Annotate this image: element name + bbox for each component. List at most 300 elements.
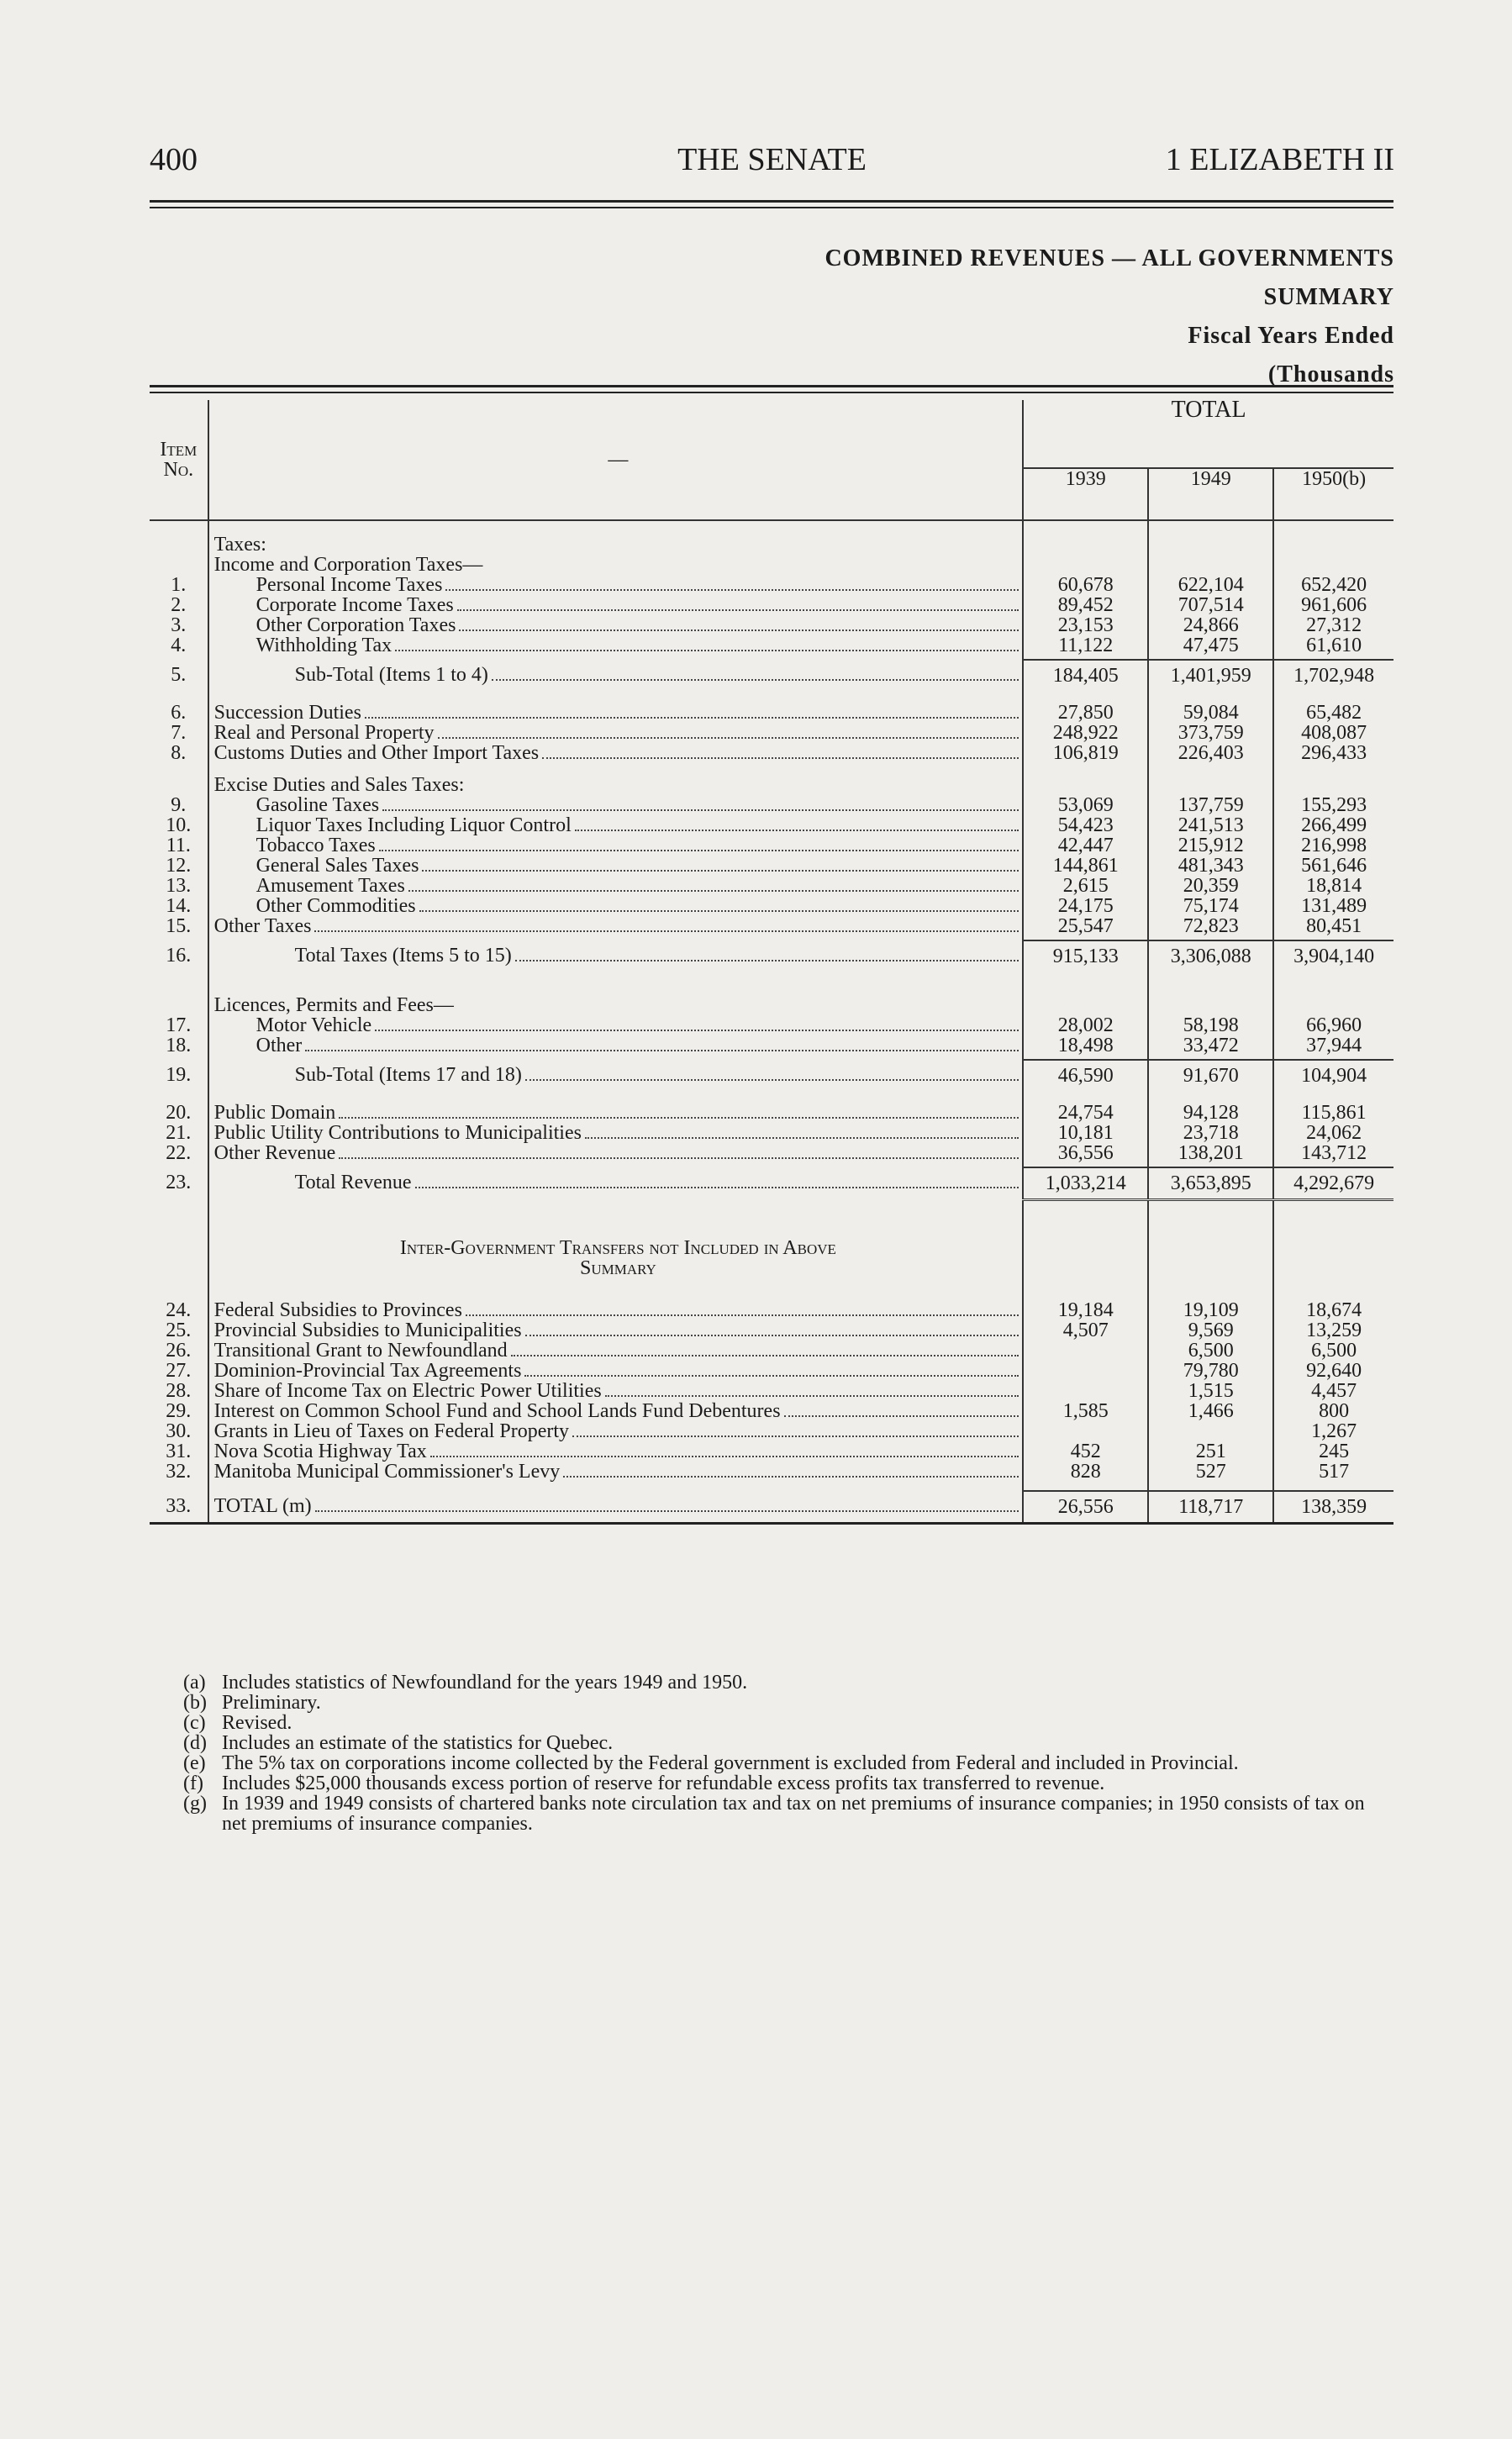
value-1950: 1,267 (1273, 1421, 1393, 1441)
value-1939 (1023, 1341, 1148, 1361)
value-1939: 915,133 (1023, 940, 1148, 972)
dot-leader (605, 1395, 1019, 1397)
spacer-cell (150, 763, 208, 775)
footnote-label: (g) (183, 1793, 207, 1815)
label-text: Share of Income Tax on Electric Power Utilities (213, 1380, 602, 1402)
value-1950: 65,482 (1273, 703, 1393, 723)
value-1950: 561,646 (1273, 856, 1393, 876)
table-end-rule (150, 1524, 1393, 1529)
label-wrap (214, 1421, 1023, 1441)
footnote (183, 1713, 1385, 1733)
value-1939: 19,184 (1023, 1300, 1148, 1320)
table-row (150, 815, 1393, 835)
label-text: Other Corporation Taxes (256, 614, 456, 636)
dot-leader (492, 679, 1019, 681)
spacer-cell (1148, 763, 1273, 775)
dot-leader (542, 757, 1019, 759)
item-number: 6. (171, 702, 187, 724)
col-desc: — (208, 400, 1024, 520)
col-1939: 1939 (1023, 468, 1148, 520)
value-1949: 1,515 (1148, 1381, 1273, 1401)
spacer-cell (150, 1200, 208, 1214)
value-1939 (1023, 1381, 1148, 1401)
value-1950: 517 (1273, 1462, 1393, 1482)
spacer-cell (1148, 1278, 1273, 1300)
empty-cell (150, 1238, 208, 1278)
item-label (208, 1320, 1024, 1341)
spacer-cell (208, 983, 1024, 995)
value-1950: 61,610 (1273, 635, 1393, 656)
item-label (208, 1015, 1024, 1035)
value-1949: 47,475 (1148, 635, 1273, 656)
label-text: Other (256, 1035, 303, 1056)
item-number: 16. (166, 945, 192, 967)
spacer-cell (208, 691, 1024, 703)
item-number: 19. (166, 1064, 192, 1086)
label-wrap (214, 635, 1023, 656)
col-item-no: Item No. (160, 439, 198, 481)
value-1949: 24,866 (1148, 615, 1273, 635)
label-wrap (214, 703, 1023, 723)
footnote (183, 1673, 1385, 1693)
value-1949: 91,670 (1148, 1060, 1273, 1091)
spacer-cell (150, 1213, 208, 1238)
value-1949 (1148, 995, 1273, 1015)
table-row (150, 635, 1393, 656)
value-1949: 58,198 (1148, 1015, 1273, 1035)
spacer-cell (1023, 1200, 1148, 1214)
value-1949: 33,472 (1148, 1035, 1273, 1056)
dot-leader (511, 1355, 1019, 1356)
spacer-cell (208, 1213, 1024, 1238)
footnote-label: (f) (183, 1773, 203, 1794)
value-1939: 10,181 (1023, 1123, 1148, 1143)
label-text: Liquor Taxes Including Liquor Control (256, 814, 572, 836)
dot-leader (563, 1476, 1019, 1478)
item-number: 7. (171, 722, 187, 744)
item-number: 2. (171, 594, 187, 616)
value-1939: 28,002 (1023, 1015, 1148, 1035)
footnote (183, 1794, 1385, 1834)
value-1950: 1,702,948 (1273, 660, 1393, 691)
spacer-row (150, 763, 1393, 775)
label-wrap (214, 775, 1023, 795)
value-1949: 226,403 (1148, 743, 1273, 763)
item-label (208, 1361, 1024, 1381)
label-wrap (214, 896, 1023, 916)
value-1949: 19,109 (1148, 1300, 1273, 1320)
item-label (208, 1300, 1024, 1320)
spacer-cell (1273, 1278, 1393, 1300)
value-1950: 18,674 (1273, 1300, 1393, 1320)
footnote (183, 1693, 1385, 1713)
spacer-cell (1023, 1482, 1148, 1491)
value-1949: 215,912 (1148, 835, 1273, 856)
table-row (150, 876, 1393, 896)
label-wrap (214, 1035, 1023, 1056)
value-1949: 3,653,895 (1148, 1167, 1273, 1200)
value-1939: 1,033,214 (1023, 1167, 1148, 1200)
value-1939 (1023, 1421, 1148, 1441)
value-1939: 11,122 (1023, 635, 1148, 656)
value-1950: 408,087 (1273, 723, 1393, 743)
spacer-cell (208, 520, 1024, 535)
label-wrap (214, 876, 1023, 896)
value-1949: 3,306,088 (1148, 940, 1273, 972)
item-label (208, 723, 1024, 743)
dot-leader (524, 1375, 1019, 1377)
item-label (208, 1123, 1024, 1143)
spacer-cell (208, 1482, 1024, 1491)
item-label (208, 1462, 1024, 1482)
spacer-cell (1148, 520, 1273, 535)
label-text: Other Commodities (256, 895, 416, 917)
label-text: Succession Duties (213, 702, 361, 724)
spacer-cell (150, 1091, 208, 1103)
dot-leader (525, 1335, 1019, 1336)
value-1949: 481,343 (1148, 856, 1273, 876)
spacer-row (150, 1091, 1393, 1103)
label-text: Amusement Taxes (256, 875, 405, 897)
heading-line-3: Fiscal Years Ended (1188, 323, 1394, 349)
spacer-cell (1023, 983, 1148, 995)
table-row (150, 1060, 1393, 1091)
item-label (208, 1103, 1024, 1123)
heading-line-2: SUMMARY (1263, 284, 1394, 310)
spacer-cell (1148, 1200, 1273, 1214)
footnote (183, 1753, 1385, 1773)
item-number: 30. (166, 1420, 192, 1442)
value-1939: 184,405 (1023, 660, 1148, 691)
value-1949: 20,359 (1148, 876, 1273, 896)
value-1950 (1273, 555, 1393, 575)
dot-leader (525, 1079, 1019, 1081)
value-1939 (1023, 1361, 1148, 1381)
label-text: TOTAL (m) (213, 1495, 312, 1517)
label-wrap (214, 1401, 1023, 1421)
value-1950: 143,712 (1273, 1143, 1393, 1163)
col-group-total: TOTAL (1023, 400, 1393, 468)
footnote-label: (a) (183, 1672, 206, 1694)
spacer-cell (208, 972, 1024, 983)
table-rule-top-2 (150, 392, 1393, 393)
value-1939: 452 (1023, 1441, 1148, 1462)
item-number: 32. (166, 1461, 192, 1483)
dot-leader (430, 1456, 1019, 1457)
value-1950: 27,312 (1273, 615, 1393, 635)
label-wrap (214, 1441, 1023, 1462)
label-wrap (214, 1065, 1023, 1085)
item-label (208, 1035, 1024, 1056)
label-wrap (214, 1361, 1023, 1381)
dot-leader (459, 630, 1019, 631)
item-number: 3. (171, 614, 187, 636)
value-1950: 104,904 (1273, 1060, 1393, 1091)
dot-leader (379, 850, 1019, 851)
label-wrap (214, 1341, 1023, 1361)
label-text: Taxes: (213, 534, 266, 556)
value-1939: 106,819 (1023, 743, 1148, 763)
spacer-cell (1148, 972, 1273, 983)
table-row (150, 535, 1393, 555)
label-text: Sub-Total (Items 1 to 4) (294, 664, 488, 686)
dot-leader (339, 1117, 1019, 1119)
label-text: Public Utility Contributions to Municipalities (213, 1122, 582, 1144)
label-text: Interest on Common School Fund and School Lands Fund Debentures (213, 1400, 781, 1422)
item-number: 15. (166, 915, 192, 937)
value-1939: 144,861 (1023, 856, 1148, 876)
item-number: 1. (171, 574, 187, 596)
item-label (208, 1421, 1024, 1441)
spacer-cell (1148, 1213, 1273, 1238)
item-number: 23. (166, 1172, 192, 1193)
spacer-cell (150, 1482, 208, 1491)
spacer-cell (1023, 1278, 1148, 1300)
item-label (208, 1167, 1024, 1200)
label-text: Customs Duties and Other Import Taxes (213, 742, 540, 764)
item-label (208, 916, 1024, 936)
value-1939: 24,754 (1023, 1103, 1148, 1123)
label-text: Licences, Permits and Fees— (213, 994, 454, 1016)
value-1949: 373,759 (1148, 723, 1273, 743)
item-label (208, 595, 1024, 615)
value-1950: 92,640 (1273, 1361, 1393, 1381)
value-1950: 37,944 (1273, 1035, 1393, 1056)
spacer-cell (1273, 763, 1393, 775)
dot-leader (457, 609, 1019, 611)
spacer-cell (1148, 691, 1273, 703)
table-row (150, 856, 1393, 876)
value-1950: 266,499 (1273, 815, 1393, 835)
item-label (208, 535, 1024, 555)
value-1939: 4,507 (1023, 1320, 1148, 1341)
value-1950: 13,259 (1273, 1320, 1393, 1341)
footnote-text: Revised. (222, 1712, 292, 1734)
value-1950: 6,500 (1273, 1341, 1393, 1361)
dot-leader (784, 1415, 1019, 1417)
table-row (150, 940, 1393, 972)
value-1939: 42,447 (1023, 835, 1148, 856)
label-wrap (214, 595, 1023, 615)
running-head (150, 141, 1394, 192)
spacer-cell (1273, 1213, 1393, 1238)
spacer-row (150, 1200, 1393, 1214)
dot-leader (305, 1050, 1019, 1051)
label-text: Nova Scotia Highway Tax (213, 1441, 427, 1462)
item-label (208, 555, 1024, 575)
top-rule-2 (150, 207, 1393, 208)
value-1950: 80,451 (1273, 916, 1393, 936)
label-wrap (214, 1462, 1023, 1482)
footnote-label: (e) (183, 1752, 206, 1774)
value-1950 (1273, 775, 1393, 795)
section-header (208, 1238, 1024, 1278)
dot-leader (438, 737, 1019, 739)
table-row (150, 916, 1393, 936)
value-1939: 18,498 (1023, 1035, 1148, 1056)
value-1950: 652,420 (1273, 575, 1393, 595)
spacer-cell (208, 763, 1024, 775)
label-text: Personal Income Taxes (256, 574, 443, 596)
section-header-line-1: Inter-Government Transfers not Included in Above (399, 1237, 836, 1259)
label-text: Grants in Lieu of Taxes on Federal Property (213, 1420, 570, 1442)
label-text: Federal Subsidies to Provinces (213, 1299, 462, 1321)
table-row (150, 555, 1393, 575)
table-row (150, 1341, 1393, 1361)
item-label (208, 876, 1024, 896)
value-1949: 94,128 (1148, 1103, 1273, 1123)
table-row (150, 1462, 1393, 1482)
value-1939: 46,590 (1023, 1060, 1148, 1091)
label-text: Transitional Grant to Newfoundland (213, 1340, 508, 1362)
label-wrap (214, 1496, 1023, 1516)
spacer-row (150, 691, 1393, 703)
table-row (150, 1401, 1393, 1421)
label-text: Manitoba Municipal Commissioner's Levy (213, 1461, 561, 1483)
footnote (183, 1773, 1385, 1794)
label-wrap (214, 1015, 1023, 1035)
label-text: Gasoline Taxes (256, 794, 380, 816)
footnote (183, 1733, 1385, 1753)
spacer-cell (208, 1091, 1024, 1103)
value-1949: 118,717 (1148, 1491, 1273, 1524)
table-row (150, 615, 1393, 635)
value-1950: 4,292,679 (1273, 1167, 1393, 1200)
table-row (150, 1035, 1393, 1056)
label-wrap (214, 856, 1023, 876)
table-row (150, 660, 1393, 691)
label-wrap (214, 916, 1023, 936)
value-1939: 25,547 (1023, 916, 1148, 936)
table-row (150, 995, 1393, 1015)
value-1950: 296,433 (1273, 743, 1393, 763)
table-row (150, 1320, 1393, 1341)
table-row (150, 795, 1393, 815)
value-1949: 75,174 (1148, 896, 1273, 916)
label-text: Motor Vehicle (256, 1014, 372, 1036)
table-row (150, 743, 1393, 763)
value-1950: 138,359 (1273, 1491, 1393, 1524)
item-label (208, 1491, 1024, 1524)
label-wrap (214, 1123, 1023, 1143)
value-1939: 828 (1023, 1462, 1148, 1482)
table-row (150, 835, 1393, 856)
table-row (150, 575, 1393, 595)
item-label (208, 775, 1024, 795)
item-number: 14. (166, 895, 192, 917)
spacer-cell (1273, 520, 1393, 535)
spacer-cell (150, 983, 208, 995)
item-number: 20. (166, 1102, 192, 1124)
item-label (208, 1060, 1024, 1091)
value-1939: 60,678 (1023, 575, 1148, 595)
value-1939: 248,922 (1023, 723, 1148, 743)
dot-leader (466, 1314, 1019, 1316)
table-row (150, 1441, 1393, 1462)
label-wrap (214, 743, 1023, 763)
label-wrap (214, 665, 1023, 685)
label-text: Sub-Total (Items 17 and 18) (294, 1064, 522, 1086)
spacer-cell (150, 520, 208, 535)
header-row (150, 400, 1393, 468)
footnote-text: Includes statistics of Newfoundland for the years 1949 and 1950. (222, 1672, 748, 1694)
dot-leader (375, 1030, 1019, 1031)
label-wrap (214, 1381, 1023, 1401)
item-label (208, 1401, 1024, 1421)
item-label (208, 703, 1024, 723)
value-1950: 24,062 (1273, 1123, 1393, 1143)
table-row (150, 1123, 1393, 1143)
value-1939 (1023, 775, 1148, 795)
heading-line-4: (Thousands (1267, 361, 1394, 387)
spacer-cell (1023, 1213, 1148, 1238)
label-text: Withholding Tax (256, 635, 392, 656)
value-1950 (1273, 995, 1393, 1015)
label-wrap (214, 1143, 1023, 1163)
spacer-cell (150, 691, 208, 703)
table-row (150, 1361, 1393, 1381)
value-1950: 800 (1273, 1401, 1393, 1421)
spacer-row (150, 983, 1393, 995)
item-number: 13. (166, 875, 192, 897)
spacer-cell (1273, 1091, 1393, 1103)
label-text: Other Revenue (213, 1142, 336, 1164)
value-1949: 1,401,959 (1148, 660, 1273, 691)
dot-leader (382, 809, 1019, 811)
footnote-text: In 1939 and 1949 consists of chartered banks note circulation tax and tax on net premiums of insurance companies; in 1950 consists of tax on net premiums of insurance companies. (222, 1793, 1365, 1835)
label-text: Public Domain (213, 1102, 336, 1124)
item-number: 9. (171, 794, 187, 816)
label-wrap (214, 723, 1023, 743)
label-text: Excise Duties and Sales Taxes: (213, 774, 465, 796)
value-1950: 131,489 (1273, 896, 1393, 916)
spacer-cell (208, 1200, 1024, 1214)
spacer-cell (1273, 1200, 1393, 1214)
label-text: Total Taxes (Items 5 to 15) (294, 945, 512, 967)
value-1939: 53,069 (1023, 795, 1148, 815)
item-number: 26. (166, 1340, 192, 1362)
item-label (208, 795, 1024, 815)
table-rule-top (150, 385, 1393, 387)
value-1950: 961,606 (1273, 595, 1393, 615)
value-1949: 241,513 (1148, 815, 1273, 835)
spacer-cell (1148, 1482, 1273, 1491)
table-row (150, 1421, 1393, 1441)
spacer-row (150, 972, 1393, 983)
table-row (150, 1167, 1393, 1200)
value-1949: 9,569 (1148, 1320, 1273, 1341)
item-label (208, 635, 1024, 656)
item-number: 22. (166, 1142, 192, 1164)
value-1949 (1148, 1421, 1273, 1441)
dot-leader (422, 870, 1019, 872)
item-label (208, 575, 1024, 595)
value-1949: 527 (1148, 1462, 1273, 1482)
value-1939 (1023, 995, 1148, 1015)
dot-leader (365, 717, 1019, 719)
footnote-text: Preliminary. (222, 1692, 321, 1714)
label-wrap (214, 995, 1023, 1015)
value-1939 (1023, 555, 1148, 575)
value-1950: 18,814 (1273, 876, 1393, 896)
label-wrap (214, 946, 1023, 966)
label-text: Total Revenue (294, 1172, 412, 1193)
footnote-label: (c) (183, 1712, 206, 1734)
value-1949: 251 (1148, 1441, 1273, 1462)
value-1939: 24,175 (1023, 896, 1148, 916)
table-row (150, 1381, 1393, 1401)
dot-leader (408, 890, 1019, 892)
